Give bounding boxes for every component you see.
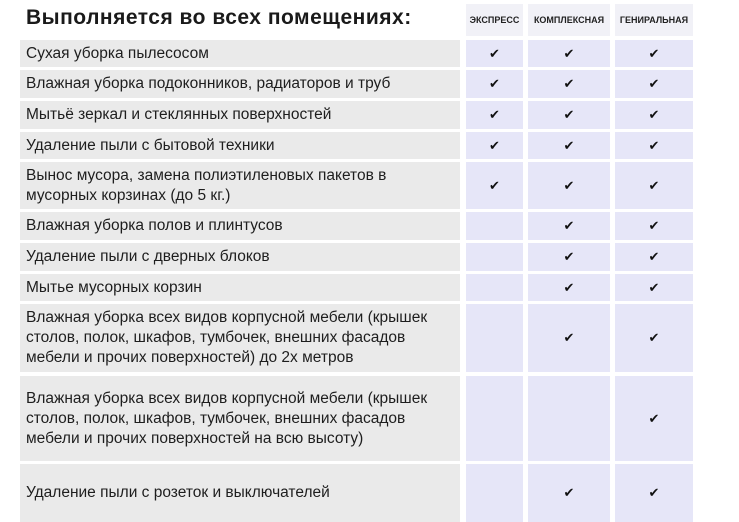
check-icon: ✔ (648, 177, 660, 193)
check-cell-express (466, 376, 523, 461)
row-label (20, 376, 460, 461)
check-icon: ✔ (648, 410, 660, 426)
check-icon: ✔ (489, 177, 500, 193)
check-cell-express (466, 304, 523, 372)
check-icon: ✔ (563, 249, 575, 264)
check-cell-general (615, 40, 693, 67)
row-label (20, 101, 460, 129)
row-label (20, 274, 460, 301)
row-label-text: Мытьё зеркал и стеклянных поверхностей (26, 106, 332, 123)
table-row (0, 304, 739, 372)
row-label (20, 464, 460, 522)
check-icon: ✔ (563, 45, 575, 61)
check-cell-complex (528, 70, 610, 98)
row-label-text: Удаление пыли с бытовой техники (26, 136, 275, 154)
table-row (0, 101, 739, 129)
check-cell-complex (528, 243, 610, 271)
check-cell-general (615, 162, 693, 209)
check-cell-express (466, 101, 523, 129)
table-row (0, 212, 739, 240)
check-icon: ✔ (648, 485, 660, 500)
check-icon: ✔ (489, 107, 500, 122)
row-label-text: Влажная уборка подоконников, радиаторов и труб (26, 75, 391, 92)
table-row (0, 274, 739, 301)
check-icon: ✔ (648, 137, 660, 153)
check-cell-express (466, 162, 523, 209)
check-cell-complex (528, 274, 610, 301)
check-icon: ✔ (648, 76, 660, 91)
check-cell-general (615, 304, 693, 372)
table-row (0, 376, 739, 461)
row-label (20, 40, 460, 67)
check-cell-general (615, 243, 693, 271)
row-label-text: Удаление пыли с дверных блоков (26, 248, 270, 265)
row-label (20, 70, 460, 98)
check-icon: ✔ (648, 218, 660, 233)
check-icon: ✔ (489, 76, 500, 91)
check-cell-general (615, 464, 693, 522)
check-cell-express (466, 464, 523, 522)
table-row (0, 70, 739, 98)
check-cell-general (615, 101, 693, 129)
row-label-text: Мытье мусорных корзин (26, 278, 202, 296)
check-icon: ✔ (563, 177, 575, 193)
row-label (20, 304, 460, 372)
check-cell-general (615, 274, 693, 301)
check-icon: ✔ (648, 330, 660, 345)
column-header-complex: КОМПЛЕКСНАЯ (528, 4, 610, 36)
row-label (20, 243, 460, 271)
check-cell-general (615, 212, 693, 240)
check-icon: ✔ (489, 45, 500, 61)
check-cell-complex (528, 101, 610, 129)
check-icon: ✔ (563, 218, 575, 233)
row-label-text: Сухая уборка пылесосом (26, 44, 209, 62)
check-cell-express (466, 40, 523, 67)
check-cell-complex (528, 376, 610, 461)
row-label-text: Вынос мусора, замена полиэтиленовых пакетов в мусорных корзинах (до 5 кг.) (26, 166, 387, 204)
check-cell-express (466, 70, 523, 98)
check-icon: ✔ (563, 137, 575, 153)
row-label (20, 132, 460, 159)
table-row (0, 132, 739, 159)
check-icon: ✔ (563, 279, 575, 295)
column-header-express: ЭКСПРЕСС (466, 4, 523, 36)
check-cell-express (466, 132, 523, 159)
row-label-text: Влажная уборка всех видов корпусной мебели (крышек столов, полок, шкафов, тумбочек, внешних фасадов мебели и прочих поверхностей) до 2х метров (26, 309, 428, 366)
check-cell-express (466, 212, 523, 240)
check-cell-general (615, 70, 693, 98)
check-cell-complex (528, 304, 610, 372)
check-cell-general (615, 376, 693, 461)
check-cell-complex (528, 40, 610, 67)
column-header-general: ГЕНИРАЛЬНАЯ (615, 4, 693, 36)
table-row (0, 40, 739, 67)
check-cell-complex (528, 162, 610, 209)
check-cell-complex (528, 212, 610, 240)
row-label-text: Удаление пыли с розеток и выключателей (26, 484, 330, 501)
check-cell-complex (528, 132, 610, 159)
check-cell-general (615, 132, 693, 159)
check-cell-express (466, 274, 523, 301)
check-icon: ✔ (563, 76, 575, 91)
check-icon: ✔ (563, 485, 575, 500)
check-icon: ✔ (563, 330, 575, 345)
row-label (20, 212, 460, 240)
check-icon: ✔ (648, 249, 660, 264)
table-row (0, 162, 739, 209)
check-cell-express (466, 243, 523, 271)
row-label (20, 162, 460, 209)
row-label-text: Влажная уборка полов и плинтусов (26, 217, 283, 234)
table-row (0, 243, 739, 271)
check-icon: ✔ (648, 107, 660, 122)
page-title: Выполняется во всех помещениях: (26, 6, 412, 29)
check-cell-complex (528, 464, 610, 522)
check-icon: ✔ (648, 45, 660, 61)
check-icon: ✔ (648, 279, 660, 295)
row-label-text: Влажная уборка всех видов корпусной мебели (крышек столов, полок, шкафов, тумбочек, внешних фасадов мебели и прочих поверхностей на всю высоту) (26, 389, 428, 447)
check-icon: ✔ (563, 107, 575, 122)
check-icon: ✔ (489, 137, 500, 153)
table-row (0, 464, 739, 522)
